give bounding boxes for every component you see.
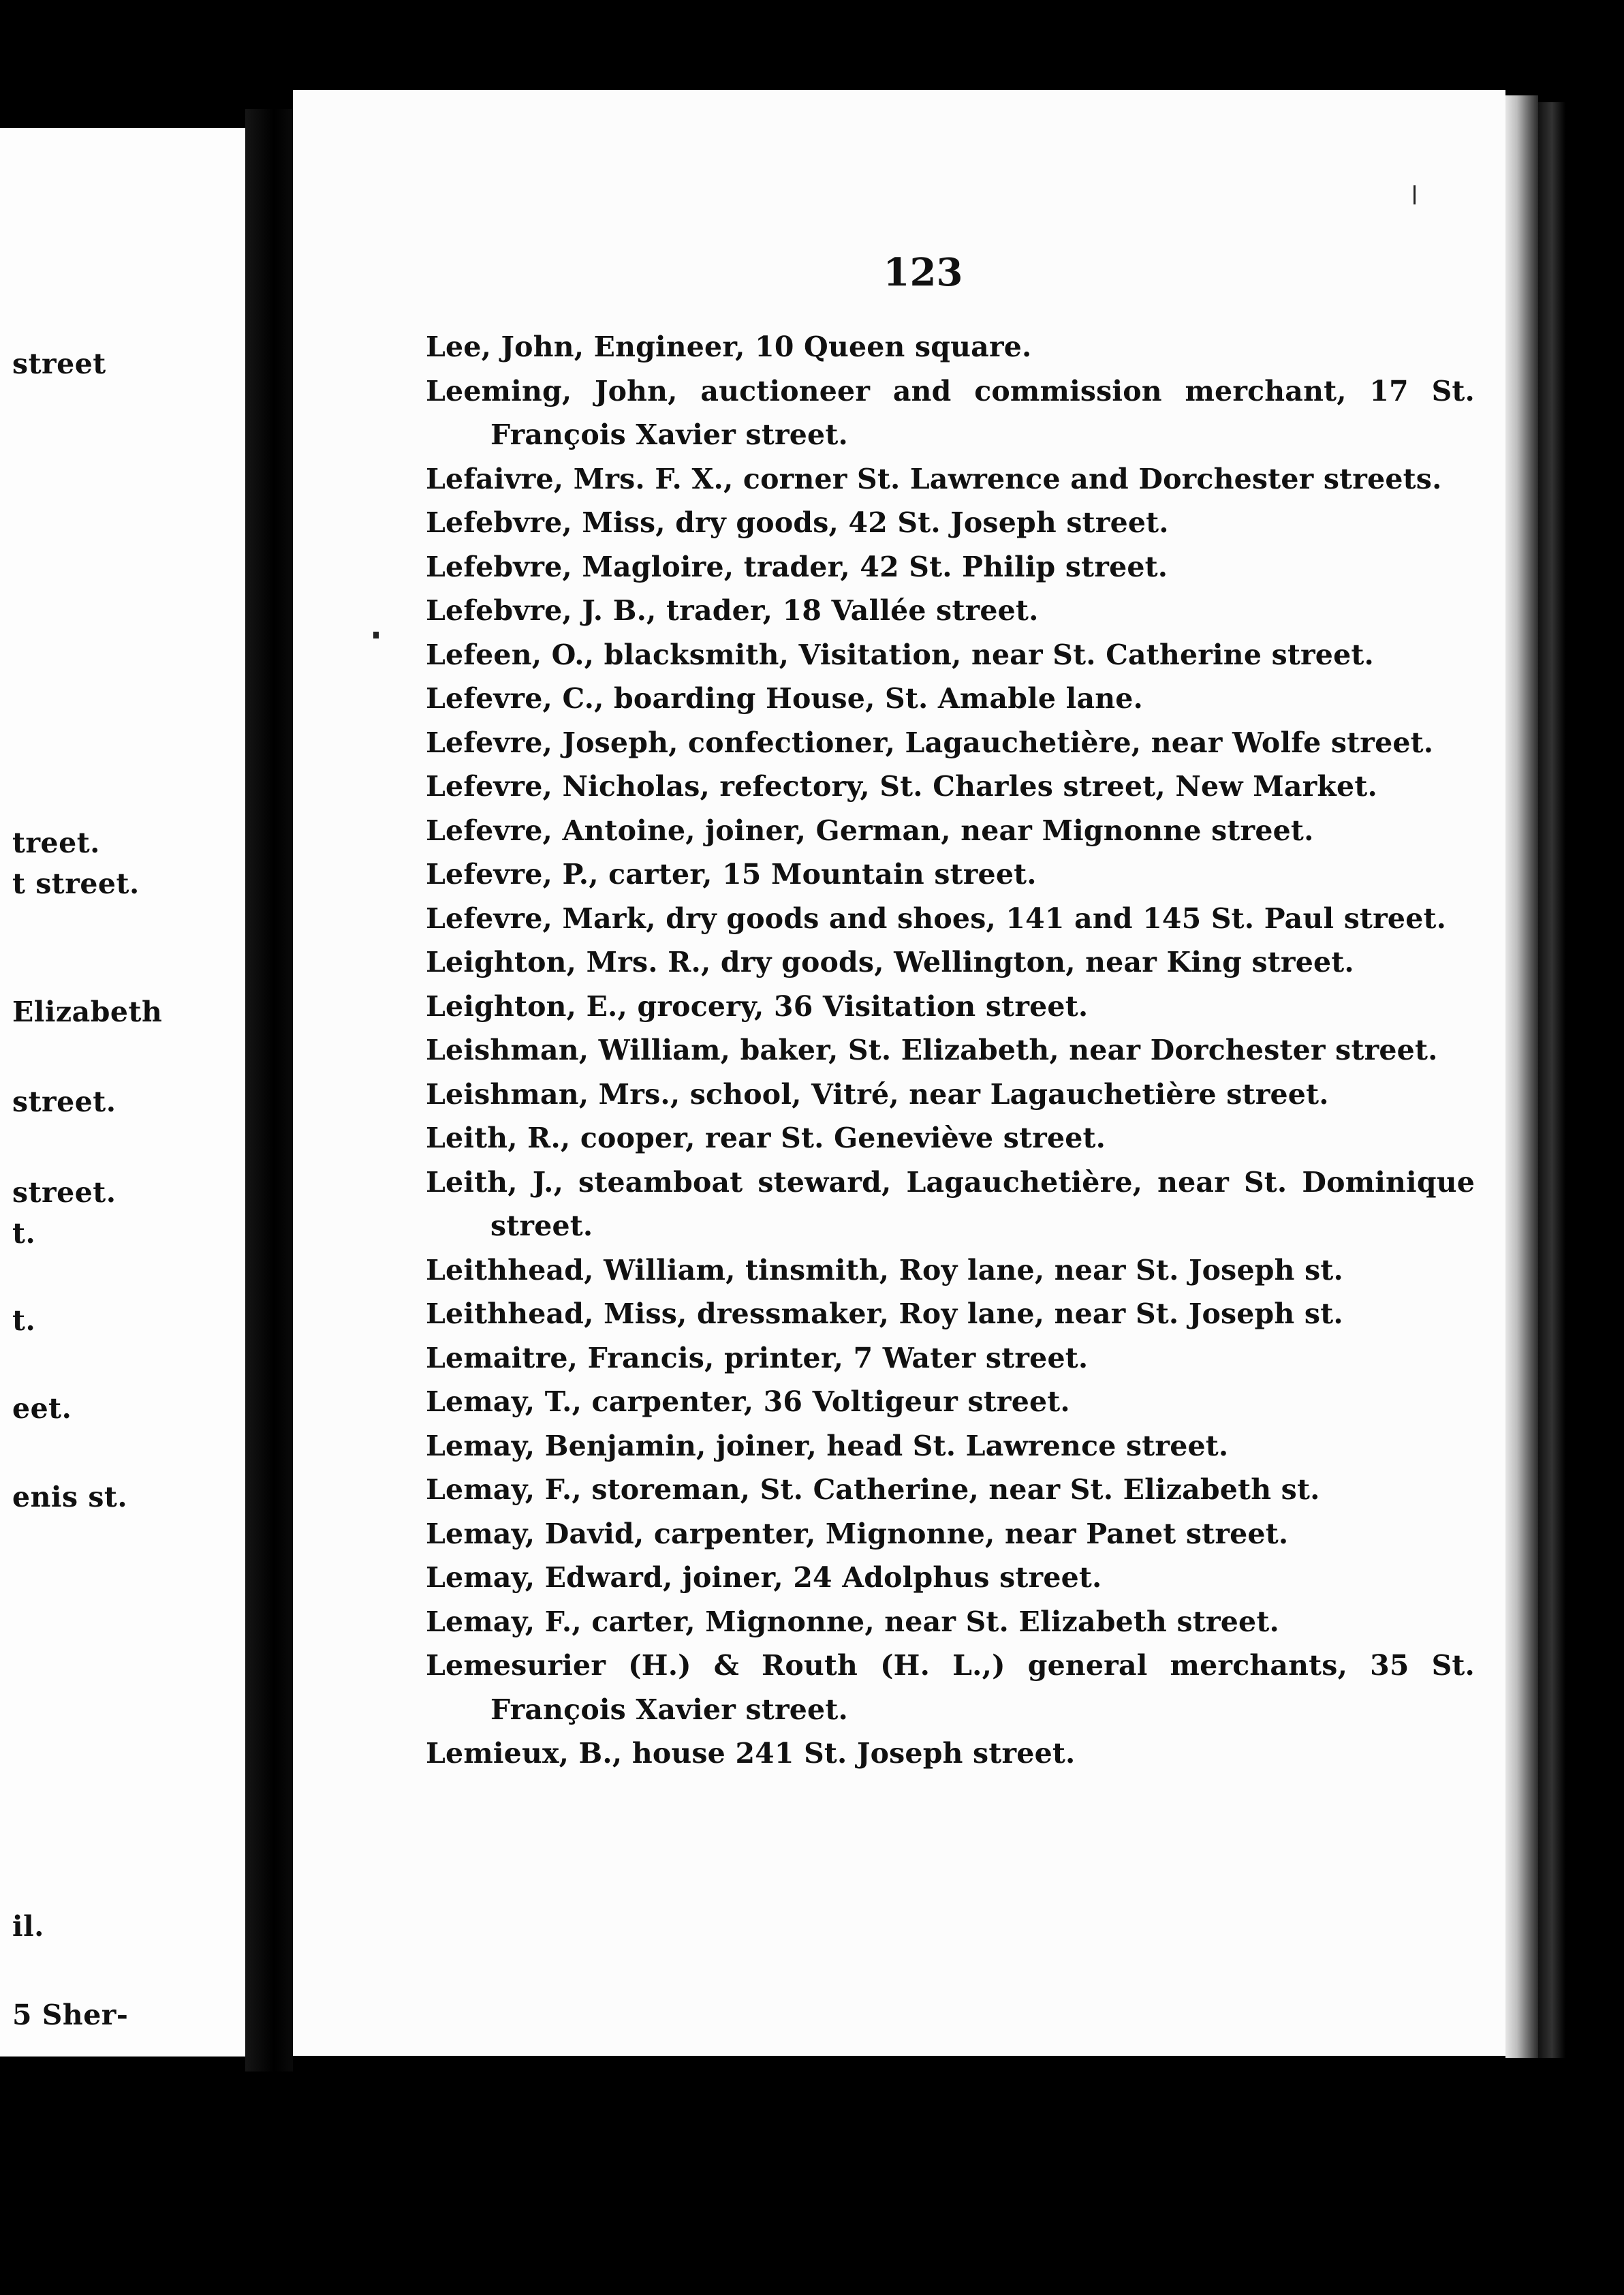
page-edge-shadow	[1538, 102, 1565, 2058]
directory-entry: Lemesurier (H.) & Routh (H. L.,) general merchants, 35 St. François Xavier street.	[426, 1649, 1475, 1726]
directory-entry: Leith, J., steamboat steward, Lagauchetière, near St. Dominique street.	[426, 1165, 1475, 1242]
directory-entry: Leishman, William, baker, St. Elizabeth, near Dorchester street.	[426, 1034, 1438, 1066]
directory-entry: Leeming, John, auctioneer and commission merchant, 17 St. François Xavier street.	[426, 374, 1475, 451]
directory-entry: Lee, John, Engineer, 10 Queen square.	[426, 330, 1032, 363]
left-fragment-text: Elizabeth	[12, 996, 163, 1028]
directory-entry: Lefevre, P., carter, 15 Mountain street.	[426, 858, 1037, 891]
page-number: 123	[883, 250, 963, 295]
page-edge	[1505, 95, 1538, 2058]
directory-entry: Leighton, Mrs. R., dry goods, Wellington, near King street.	[426, 946, 1354, 979]
left-fragment-text: 5 Sher-	[12, 1999, 129, 2031]
left-fragment-text: il.	[12, 1910, 44, 1943]
left-fragment-text: t.	[12, 1217, 36, 1250]
directory-entry: Lemay, Benjamin, joiner, head St. Lawrence street.	[426, 1429, 1229, 1462]
directory-entry: Lefebvre, Miss, dry goods, 42 St. Joseph street.	[426, 506, 1169, 539]
directory-entry: Lefevre, Nicholas, refectory, St. Charles street, New Market.	[426, 770, 1377, 803]
left-fragment-text: enis st.	[12, 1481, 128, 1513]
directory-entry: Lefevre, Mark, dry goods and shoes, 141 and 145 St. Paul street.	[426, 902, 1447, 935]
left-fragment-text: street.	[12, 1085, 116, 1118]
directory-entry: Lefaivre, Mrs. F. X., corner St. Lawrence and Dorchester streets.	[426, 462, 1442, 495]
directory-entry: Lefevre, Antoine, joiner, German, near Mignonne street.	[426, 814, 1314, 847]
left-fragment-text: street	[12, 348, 106, 380]
directory-entry: Lemay, T., carpenter, 36 Voltigeur street.	[426, 1385, 1070, 1418]
directory-entry: Lemaitre, Francis, printer, 7 Water street.	[426, 1341, 1089, 1374]
directory-entry: Lefebvre, J. B., trader, 18 Vallée street.	[426, 594, 1039, 627]
scan-speck	[373, 632, 379, 638]
directory-entry: Lemieux, B., house 241 St. Joseph street.	[426, 1737, 1076, 1770]
directory-entry: Lefevre, C., boarding House, St. Amable lane.	[426, 682, 1143, 715]
directory-entry: Leighton, E., grocery, 36 Visitation street.	[426, 989, 1089, 1023]
left-fragment-text: t street.	[12, 867, 140, 900]
directory-entry: Lemay, F., storeman, St. Catherine, near St. Elizabeth st.	[426, 1473, 1320, 1506]
left-fragment-text: street.	[12, 1176, 116, 1209]
directory-entry: Leithhead, William, tinsmith, Roy lane, near St. Joseph st.	[426, 1253, 1343, 1287]
left-fragment-text: t.	[12, 1304, 36, 1337]
directory-entry: Lemay, Edward, joiner, 24 Adolphus street.	[426, 1561, 1102, 1594]
directory-entry: Lemay, F., carter, Mignonne, near St. Elizabeth street.	[426, 1605, 1279, 1638]
directory-entry: Lefebvre, Magloire, trader, 42 St. Philip street.	[426, 550, 1168, 583]
directory-entry: Lefeen, O., blacksmith, Visitation, near St. Catherine street.	[426, 638, 1374, 671]
directory-entry: Leithhead, Miss, dressmaker, Roy lane, near St. Joseph st.	[426, 1297, 1343, 1330]
book-gutter	[245, 109, 293, 2071]
directory-entry: Leith, R., cooper, rear St. Geneviève street.	[426, 1122, 1106, 1154]
book-page	[293, 90, 1505, 2056]
directory-entry: Lemay, David, carpenter, Mignonne, near Panet street.	[426, 1517, 1289, 1550]
directory-entries	[426, 325, 1475, 1776]
directory-entry: Lefevre, Joseph, confectioner, Lagauchetière, near Wolfe street.	[426, 726, 1434, 759]
left-fragment-text: treet.	[12, 827, 100, 859]
left-page-fragment	[0, 128, 245, 2057]
directory-entry: Leishman, Mrs., school, Vitré, near Lagauchetière street.	[426, 1077, 1329, 1111]
left-fragment-text: eet.	[12, 1392, 72, 1425]
scan-speck	[1414, 185, 1416, 204]
